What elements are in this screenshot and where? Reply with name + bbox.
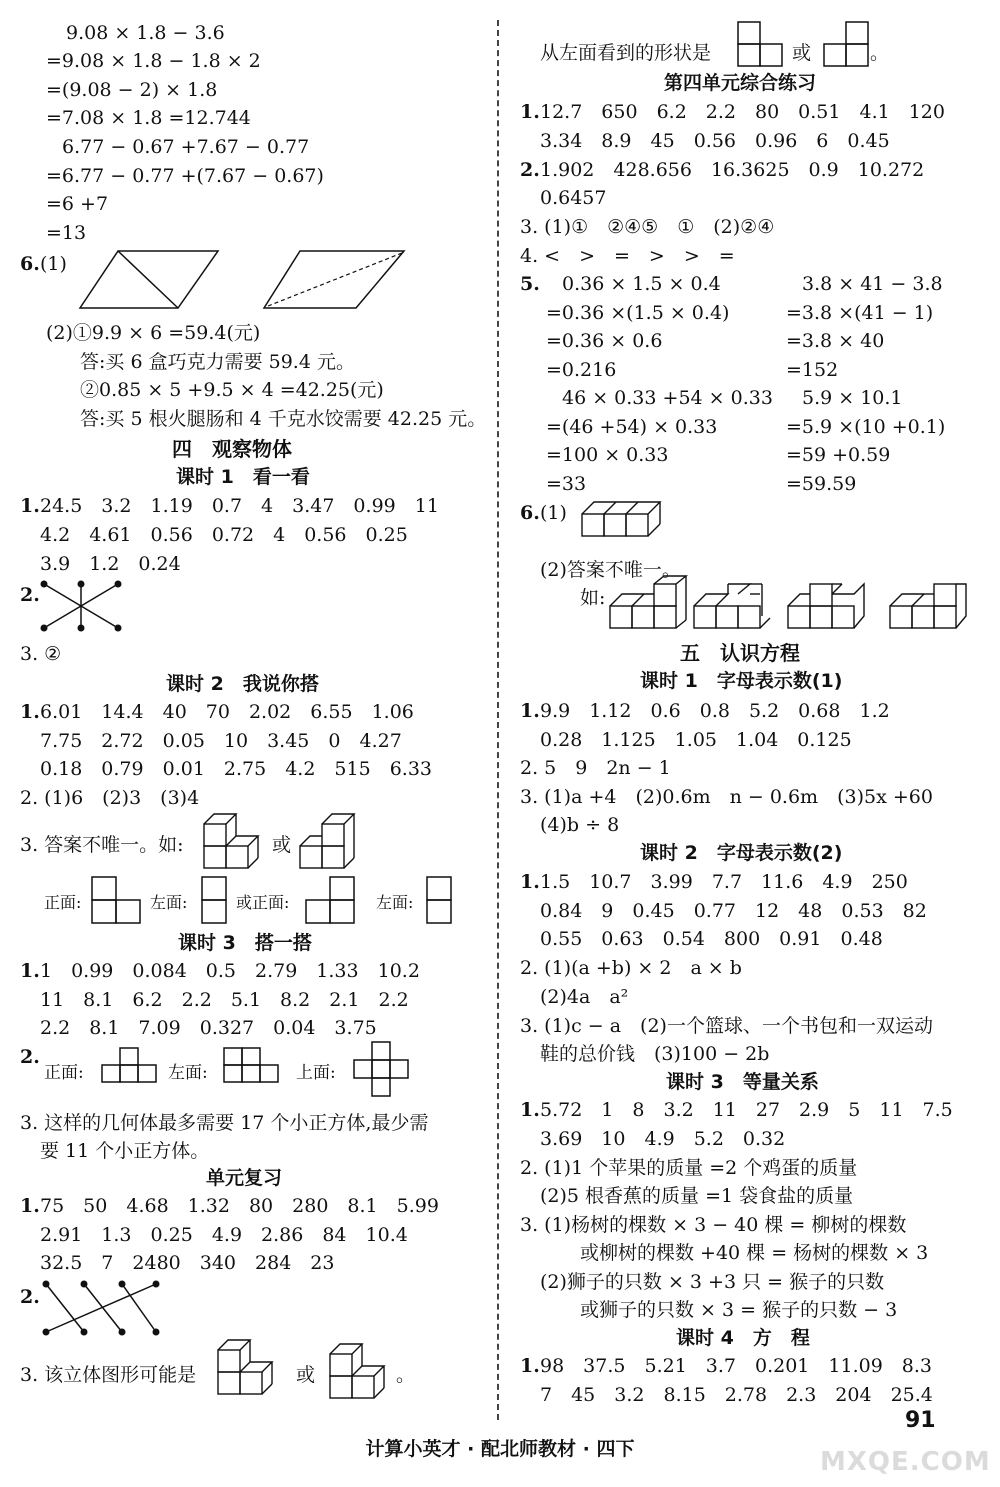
matching-lines-diagram [38,578,128,636]
answer-row: 24.5 3.2 1.19 0.7 4 3.47 0.99 11 [40,495,439,517]
or-label: 或 [272,834,292,856]
lesson-title: 课时 3 搭一搭 [178,932,312,954]
answer-line: 2. (1)(a +b) × 2 a × b [520,957,742,979]
answer-row: 0.18 0.79 0.01 2.75 4.2 515 6.33 [40,758,433,780]
answer-line: 2. (1)1 个苹果的质量 =2 个鸡蛋的质量 [520,1157,858,1179]
sub-question: (1) [40,253,67,275]
calc-line: 3.8 × 41 − 3.8 [802,273,943,295]
question-number: 1. [20,495,40,517]
calc-line: =3.8 ×(41 − 1) [786,302,934,324]
answer-line: 或狮子的只数 × 3 = 猴子的只数 − 3 [580,1299,898,1321]
answer-line: 答:买 6 盒巧克力需要 59.4 元。 [80,351,355,373]
sub-question: (1) [540,502,567,524]
lesson-title: 课时 4 方 程 [676,1327,810,1349]
view-label: 上面: [296,1063,336,1083]
cube-stack-figure [296,808,362,872]
calc-line: =3.8 × 40 [786,330,885,352]
calc-line: 5.9 × 10.1 [802,387,903,409]
calc-line: =(46 +54) × 0.33 [546,416,718,438]
answer-line: 3. (1)杨树的棵数 × 3 − 40 棵 = 柳树的棵数 [520,1214,907,1236]
calc-line: =9.08 × 1.8 − 1.8 × 2 [46,50,261,72]
question-number: 2. [20,1286,40,1308]
cube-stack-figure [326,1340,396,1402]
answer-row: 0.6457 [540,187,607,209]
answer-row: 9.9 1.12 0.6 0.8 5.2 0.68 1.2 [540,700,890,722]
unit-title: 四 观察物体 [172,437,292,461]
sub-question: ②0.85 × 5 +9.5 × 4 =42.25(元) [80,379,384,401]
answer-line: 4. < > = > > = [520,245,735,267]
answer-line: 从左面看到的形状是 [540,42,712,64]
question-number: 1. [520,101,540,123]
question-number: 2. [520,159,540,181]
column-divider [497,20,499,1420]
watermark-text: MXQE.COM [820,1447,991,1477]
answer-row: 1.902 428.656 16.3625 0.9 10.272 [540,159,925,181]
answer-line: 3. ② [20,643,62,665]
answer-line: 答:买 5 根火腿肠和 4 千克水饺需要 42.25 元。 [80,408,487,430]
answer-row: 11 8.1 6.2 2.2 5.1 8.2 2.1 2.2 [40,989,409,1011]
example-label: 如: [580,587,606,609]
lesson-title: 课时 1 字母表示数(1) [640,670,843,692]
front-view-shape [90,875,142,925]
answer-line: 2. (1)6 (2)3 (3)4 [20,787,200,809]
answer-line: 3. (1)c − a (2)一个篮球、一个书包和一双运动 [520,1015,933,1037]
page-number: 91 [905,1408,936,1433]
answer-line: 2. 5 9 2n − 1 [520,757,671,779]
answer-row: 5.72 1 8 3.2 11 27 2.9 5 11 7.5 [540,1099,953,1121]
cube-example-figure [888,580,972,634]
calc-line: =(9.08 − 2) × 1.8 [46,79,218,101]
lesson-title: 课时 3 等量关系 [666,1071,819,1093]
calc-line: =152 [786,359,839,381]
answer-line: (4)b ÷ 8 [540,814,620,836]
view-label: 正面: [44,1063,84,1083]
answer-row: 3.34 8.9 45 0.56 0.96 6 0.45 [540,130,890,152]
review-title: 单元复习 [206,1167,283,1189]
question-number: 1. [520,1355,540,1377]
matching-lines-diagram [38,1276,162,1340]
lesson-title: 课时 2 我说你搭 [166,673,319,695]
lesson-title: 课时 1 看一看 [176,466,310,488]
calc-line: =7.08 × 1.8 =12.744 [46,107,251,129]
or-label: 或 [792,42,812,64]
cube-stack-figure [200,812,270,872]
calc-line: 0.36 × 1.5 × 0.4 [562,273,721,295]
left-view-shape [200,875,228,925]
answer-line: 3. 答案不唯一。如: [20,834,184,856]
view-label: 左面: [168,1063,208,1083]
period: 。 [870,42,890,64]
period: 。 [396,1364,416,1386]
cube-row-figure [580,494,670,544]
calc-line: =0.36 × 0.6 [546,330,663,352]
lesson-title: 课时 2 字母表示数(2) [640,842,843,864]
unit-title: 五 认识方程 [680,641,800,665]
calc-line: =33 [546,473,587,495]
view-label: 正面: [44,893,82,912]
top-view-shape [352,1040,414,1102]
answer-row: 3.9 1.2 0.24 [40,553,181,575]
answer-line: 鞋的总价钱 (3)100 − 2b [540,1043,770,1065]
answer-line: 3. (1)① ②④⑤ ① (2)②④ [520,216,775,238]
cube-example-figure [692,580,772,634]
question-number: 6. [520,502,540,524]
calc-line: 6.77 − 0.67 +7.67 − 0.77 [62,136,310,158]
answer-row: 1 0.99 0.084 0.5 2.79 1.33 10.2 [40,960,420,982]
answer-row: 0.84 9 0.45 0.77 12 48 0.53 82 [540,900,927,922]
answer-row: 0.55 0.63 0.54 800 0.91 0.48 [540,928,883,950]
calc-line: =0.216 [546,359,617,381]
answer-line: (2)4a a² [540,986,629,1008]
question-number: 1. [520,1099,540,1121]
left-view-shape [425,875,453,925]
question-number: 5. [520,273,540,295]
page-footer: 计算小英才 · 配北师教材 · 四下 [365,1438,635,1460]
answer-line: 3. 这样的几何体最多需要 17 个小正方体,最少需 [20,1112,429,1134]
answer-row: 75 50 4.68 1.32 80 280 8.1 5.99 [40,1195,439,1217]
answer-line: 要 11 个小正方体。 [40,1140,210,1162]
left-view-shape [822,20,872,70]
view-label: 左面: [376,893,414,912]
or-label: 或 [296,1364,316,1386]
front-view-shape [304,875,356,925]
question-number: 1. [20,960,40,982]
question-number: 1. [520,700,540,722]
question-number: 2. [20,1046,40,1068]
answer-row: 0.28 1.125 1.05 1.04 0.125 [540,729,852,751]
sub-question: (2)①9.9 × 6 =59.4(元) [46,322,261,344]
watermark-logo [820,1395,990,1480]
answer-row: 7 45 3.2 8.15 2.78 2.3 204 25.4 [540,1384,933,1406]
answer-row: 4.2 4.61 0.56 0.72 4 0.56 0.25 [40,524,408,546]
cube-stack-figure [214,1336,282,1398]
cube-example-figure [608,574,688,634]
answer-line: 或柳树的棵数 +40 棵 = 杨树的棵数 × 3 [580,1242,929,1264]
calc-line: =59.59 [786,473,857,495]
view-label: 左面: [150,893,188,912]
calc-line: 9.08 × 1.8 − 3.6 [66,22,225,44]
answer-row: 2.2 8.1 7.09 0.327 0.04 3.75 [40,1017,377,1039]
answer-line: (2)狮子的只数 × 3 +3 只 = 猴子的只数 [540,1271,885,1293]
answer-row: 32.5 7 2480 340 284 23 [40,1252,335,1274]
front-view-shape [100,1046,160,1086]
question-number: 6. [20,253,40,275]
answer-row: 3.69 10 4.9 5.2 0.32 [540,1128,786,1150]
answer-row: 6.01 14.4 40 70 2.02 6.55 1.06 [40,701,414,723]
answer-row: 2.91 1.3 0.25 4.9 2.86 84 10.4 [40,1224,408,1246]
left-view-shape [736,20,786,70]
question-number: 1. [520,871,540,893]
calc-line: 46 × 0.33 +54 × 0.33 [562,387,773,409]
answer-line: (2)5 根香蕉的质量 =1 袋食盐的质量 [540,1185,854,1207]
parallelogram-diagram [78,248,408,313]
calc-line: =6 +7 [46,193,109,215]
unit-review-title: 第四单元综合练习 [664,72,817,94]
calc-line: =6.77 − 0.77 +(7.67 − 0.67) [46,165,324,187]
cube-example-figure [786,580,866,634]
answer-row: 12.7 650 6.2 2.2 80 0.51 4.1 120 [540,101,945,123]
left-view-shape [222,1046,284,1086]
sub-question: (2)答案不唯一。 [540,559,681,581]
answer-row: 1.5 10.7 3.99 7.7 11.6 4.9 250 [540,871,908,893]
calc-line: =13 [46,222,87,244]
answer-line: 3. 该立体图形可能是 [20,1364,197,1386]
answer-row: 98 37.5 5.21 3.7 0.201 11.09 8.3 [540,1355,933,1377]
view-label: 或正面: [236,893,290,912]
question-number: 2. [20,584,40,606]
calc-line: =59 +0.59 [786,444,891,466]
answer-row: 7.75 2.72 0.05 10 3.45 0 4.27 [40,730,402,752]
calc-line: =100 × 0.33 [546,444,669,466]
question-number: 1. [20,701,40,723]
calc-line: =5.9 ×(10 +0.1) [786,416,946,438]
question-number: 1. [20,1195,40,1217]
answer-line: 3. (1)a +4 (2)0.6m n − 0.6m (3)5x +60 [520,786,933,808]
calc-line: =0.36 ×(1.5 × 0.4) [546,302,730,324]
